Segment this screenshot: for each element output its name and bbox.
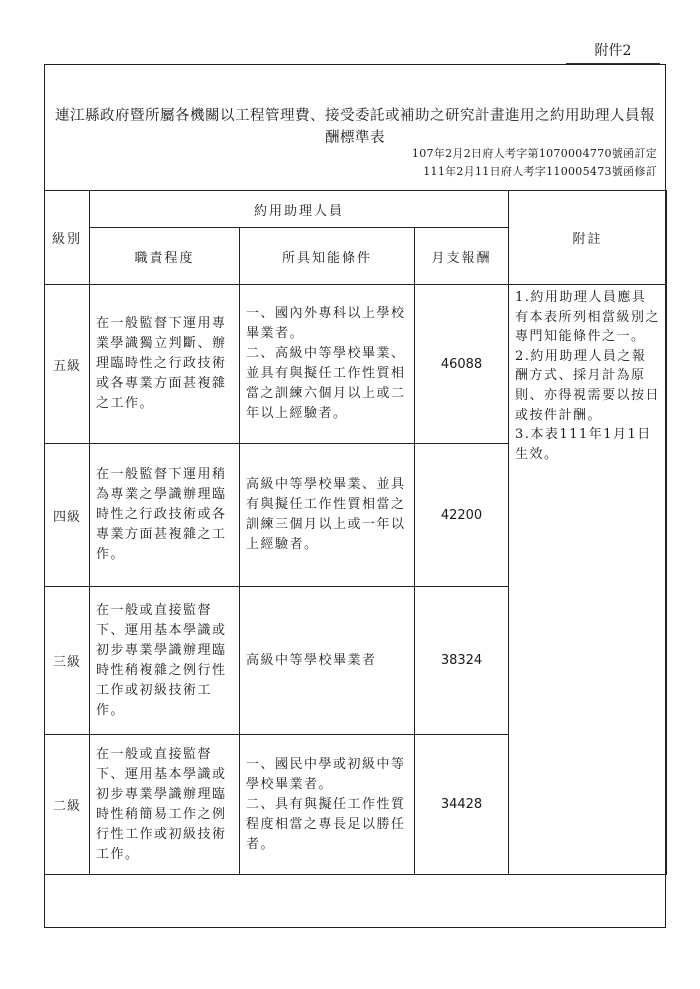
document-frame: [44, 64, 666, 928]
note-item: 1.約用助理人員應具有本表所列相當級別之專門知能條件之一。: [515, 290, 661, 345]
salary-standard-table: [44, 190, 667, 875]
header-qualification: 所具知能條件: [240, 228, 415, 285]
notes-cell: [509, 285, 667, 875]
duty-cell: 在一般或直接監督下、運用基本學識或初步專業學識辦理臨時性稍簡易工作之例行性工作或初級技術工作。: [90, 735, 240, 875]
salary-cell: 34428: [415, 735, 509, 875]
qualification-item: 高級中等學校畢業者: [246, 652, 377, 668]
duty-cell: 在一般監督下運用專業學識獨立判斷、辦理臨時性之行政技術或各專業方面甚複雜之工作。: [90, 285, 240, 444]
level-cell: 五級: [45, 285, 90, 444]
salary-cell: 38324: [415, 587, 509, 735]
salary-cell: 46088: [415, 285, 509, 444]
qualification-cell: [240, 735, 415, 875]
header-notes: 附註: [509, 191, 667, 285]
qualification-cell: [240, 285, 415, 444]
salary-cell: 42200: [415, 444, 509, 587]
reference-issued: 107年2月2日府人考字第1070004770號函訂定: [411, 147, 657, 160]
duty-cell: 在一般監督下運用稍為專業之學識辦理臨時性之行政技術或各專業方面甚複雜之工作。: [90, 444, 240, 587]
qualification-cell: [240, 444, 415, 587]
header-salary: 月支報酬: [415, 228, 509, 285]
level-cell: 四級: [45, 444, 90, 587]
header-duty: 職責程度: [90, 228, 240, 285]
attachment-label: 附件2: [566, 40, 660, 64]
duty-cell: 在一般或直接監督下、運用基本學識或初步專業學識辦理臨時性稍複雜之例行性工作或初級技術工作。: [90, 587, 240, 735]
title-line-1: 連江縣政府暨所屬各機關以工程管理費、接受委託或補助之研究計畫進用之約用助理人員報: [55, 108, 655, 124]
level-cell: 三級: [45, 587, 90, 735]
note-item: 3.本表111年1月1日生效。: [515, 427, 652, 462]
qualification-cell: [240, 587, 415, 735]
table-row: [45, 285, 667, 444]
header-assistant-group: 約用助理人員: [90, 191, 509, 228]
qualification-item: 二、高級中等學校畢業、並具有與擬任工作性質相當之訓練六個月以上或二年以上經驗者。: [246, 346, 406, 421]
level-cell: 二級: [45, 735, 90, 875]
qualification-item: 一、國民中學或初級中等學校畢業者。: [246, 756, 406, 792]
document-title: [45, 105, 665, 149]
qualification-item: 高級中等學校畢業、並具有與擬任工作性質相當之訓練三個月以上或一年以上經驗者。: [246, 477, 406, 552]
title-line-2: 酬標準表: [325, 130, 385, 146]
header-level: 級別: [45, 191, 90, 285]
note-item: 2.約用助理人員之報酬方式、採月計為原則、亦得視需要以按日或按件計酬。: [515, 348, 661, 423]
qualification-item: 一、國內外專科以上學校畢業者。: [246, 306, 406, 341]
qualification-item: 二、具有與擬任工作性質程度相當之專長足以勝任者。: [246, 796, 406, 852]
reference-amended: 111年2月11日府人考字110005473號函修訂: [423, 165, 657, 178]
